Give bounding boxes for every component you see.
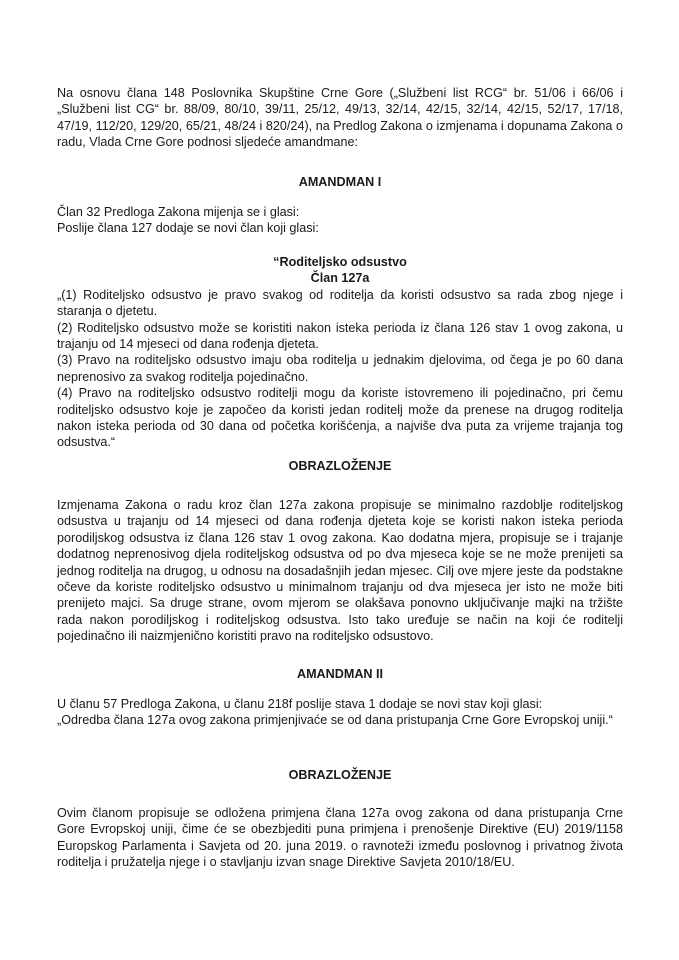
article-paragraph: (2) Roditeljsko odsustvo može se koristiti nakon isteka perioda iz člana 126 stav 1 ovog zakona, u trajanju od 14 mjeseci od dana rođenja djeteta. [57, 320, 623, 352]
amendment-1-explanation-heading: OBRAZLOŽENJE [288, 459, 392, 473]
intro-paragraph [57, 85, 623, 151]
amendment-1-line: Poslije člana 127 dodaje se novi član koji glasi: [57, 221, 319, 236]
intro-text: Na osnovu člana 148 Poslovnika Skupštine Crne Gore („Službeni list RCG“ br. 51/06 i 66/06 i „Službeni list CG“ br. 88/09, 80/10, 39/11, 25/12, 49/13, 32/14, 42/15, 32/14, 42/15, 52/17, 17/18, 47/19, 112/20, 129/20, 65/21, 48/24 i 820/24), na Predlog Zakona o izmjenama i dopunama Zakona o radu, Vlada Crne Gore podnosi sljedeće amandmane: [57, 86, 623, 150]
article-paragraph: (3) Pravo na roditeljsko odsustvo imaju oba roditelja u jednakim djelovima, od čega je po 60 dana neprenosivo za svakog roditelja pojedinačno. [57, 353, 623, 384]
amendment-1-line: Član 32 Predloga Zakona mijenja se i glasi: [57, 205, 300, 219]
amendment-1-heading: AMANDMAN I [298, 175, 382, 189]
amendment-1-intro [57, 204, 623, 237]
amendment-2-quote: „Odredba člana 127a ovog zakona primjenjivaće se od dana pristupanja Crne Gore Evropskoj uniji.“ [57, 713, 613, 728]
amendment-2-explanation-heading: OBRAZLOŽENJE [288, 768, 392, 782]
amendment-2-body [57, 696, 623, 729]
amendment-2-line: U članu 57 Predloga Zakona, u članu 218f poslije stava 1 dodaje se novi stav koji glasi: [57, 697, 543, 711]
amendment-2-explanation [57, 805, 623, 871]
article-title: “Roditeljsko odsustvo [273, 255, 407, 269]
amendment-2-heading: AMANDMAN II [296, 667, 384, 681]
explanation-text: Ovim članom propisuje se odložena primjena člana 127a ovog zakona od dana pristupanja Crne Gore Evropskoj uniji, čime će se obezbjediti puna primjena i prenošenje Direktive (EU) 2019/1158 Europskog Parlamenta i Savjeta od 20. juna 2019. o ravnoteži između poslovnog i privatnog života roditelja i pružatelja njege i o stavljanju izvan snage Direktive Savjeta 2010/18/EU. [57, 806, 623, 870]
article-127a [57, 254, 623, 451]
explanation-text: Izmjenama Zakona o radu kroz član 127a zakona propisuje se minimalno razdoblje roditeljskog odsustva u trajanju od 14 mjeseci od dana rođenja djeteta koje se koristi nakon isteka perioda porodiljskog odsustva iz člana 126 stav 1 ovog zakona. Kao dodatna mjera, propisuje se i trajanje dodatnog neprenosivog djela roditeljskog odsustva od po dva mjeseca koje se ne može prenijeti sa jednog roditelja na drugog, u odnosu na dosadašnjih jedan mjesec. Cilj ove mjere jeste da podstakne očeve da koriste roditeljsko odsustvo u minimalnom trajanju od dva mjeseca jer isto ne može biti prenijeto majci. Sa druge strane, ovom mjerom se olakšava ponovno uključivanje majki na tržište rada nakon porodiljskog i roditeljskog odsustva. Isto tako uređuje se način na koji će roditelji pojedinačno ili naizmjenično koristiti pravo na roditeljsko odsustovo. [57, 498, 623, 644]
article-number: Član 127a [310, 271, 370, 286]
article-paragraph: „(1) Roditeljsko odsustvo je pravo svakog od roditelja da koristi odsustvo sa rada zbog njege i staranja o djetetu. [57, 287, 623, 319]
amendment-1-explanation [57, 497, 623, 645]
article-paragraph: (4) Pravo na roditeljsko odsustvo roditelji mogu da koriste istovremeno ili pojedinačno, pri čemu roditeljsko odsustvo koje je započeo da koristi jedan roditelj može da prenese na drugog roditelja nakon isteka perioda od 30 dana od početka korišćenja, a najviše dva puta za vrijeme trajanja tog odsustva.“ [57, 386, 623, 450]
